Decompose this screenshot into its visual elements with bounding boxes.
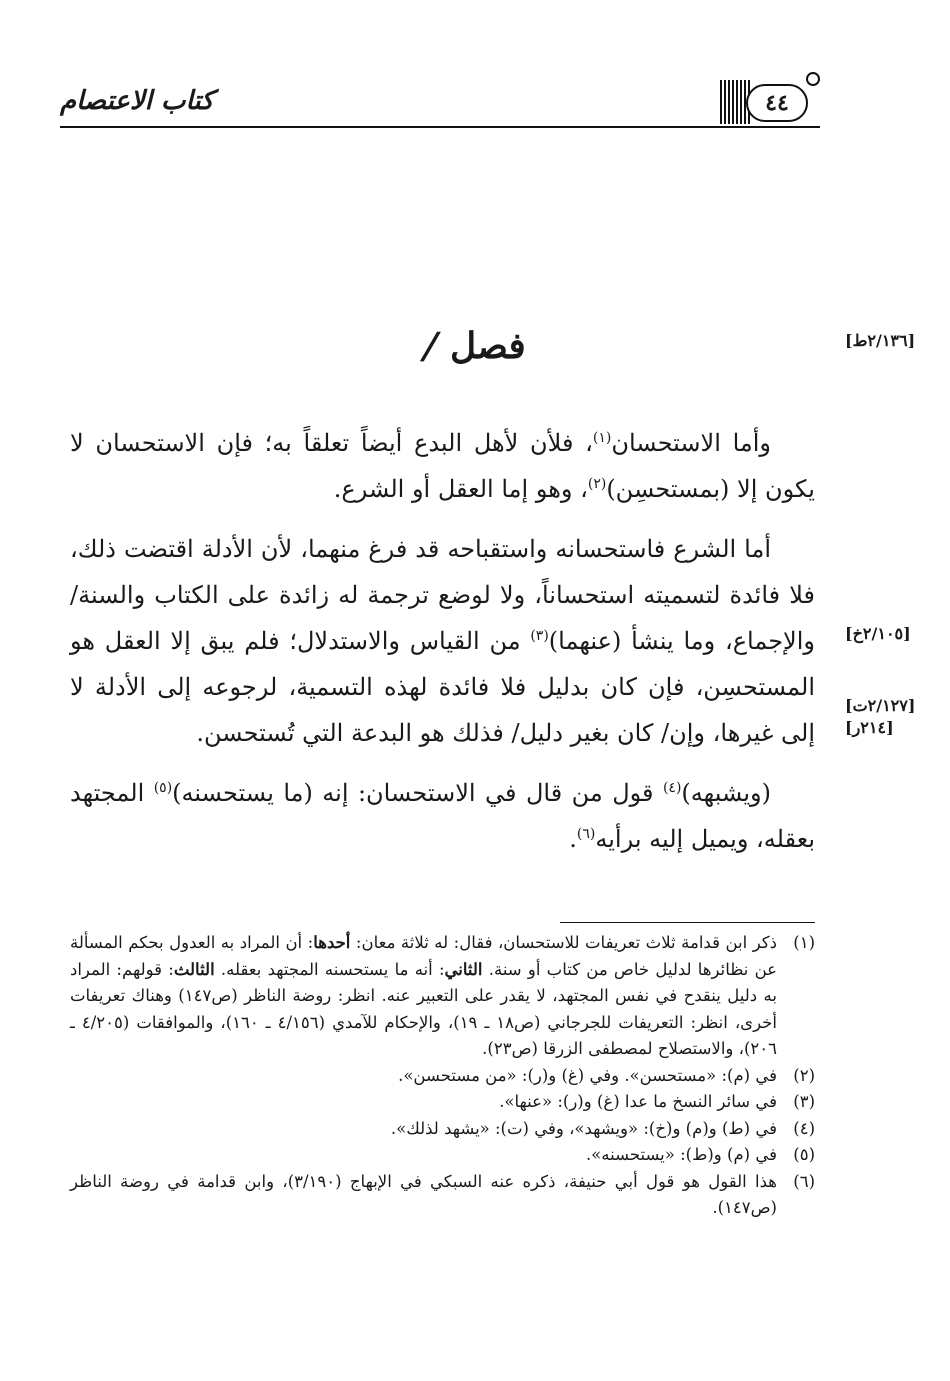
footnote-ref[interactable]: (٤) — [662, 780, 682, 796]
text-run: . — [569, 825, 577, 853]
body-text — [70, 420, 815, 876]
footnote-ref[interactable]: (٢) — [587, 476, 607, 492]
text-run: المجتهد بعقله، ويميل إليه برأيه — [70, 779, 815, 853]
text-run: أما الشرع فاستحسانه واستقباحه قد فرغ منهما، لأن الأدلة اقتضت ذلك، فلا فائدة لتسميته استحساناً، ولا لوضع ترجمة له زائدة على الكتاب والسنة/ والإجماع، وما ينشأ (عنهما) — [70, 535, 815, 655]
margin-note: [٢/١٢٧ت] — [845, 696, 916, 715]
footnote-item — [70, 1063, 815, 1090]
section-slash: / — [418, 325, 444, 367]
footnote-text: في (م) و(ط): «يستحسنه». — [585, 1145, 777, 1164]
footnote-number: (٣) — [793, 1092, 815, 1111]
paragraph — [70, 526, 815, 756]
footnote-number: (٤) — [793, 1118, 815, 1138]
footnote-item — [70, 930, 815, 1063]
paragraph — [70, 770, 815, 862]
footnote-ref[interactable]: (٥) — [153, 780, 173, 796]
footnote-ref[interactable]: (١) — [592, 430, 612, 446]
footnote-ref[interactable]: (٦) — [576, 826, 596, 842]
margin-note: [٢/١٠٥خ] — [845, 624, 911, 643]
footnote-ref[interactable]: (٣) — [530, 628, 549, 644]
footnotes — [70, 930, 815, 1222]
footnote-divider — [560, 922, 815, 923]
page-number: ٤٤ — [746, 84, 808, 122]
footnote-text: هذا القول هو قول أبي حنيفة، ذكره عنه السبكي في الإبهاج (٣/١٩٠)، وابن قدامة في روضة الناظر (ص١٤٧). — [70, 1171, 777, 1217]
footnote-text: في (ط) و(م) و(خ): «ويشهد»، وفي (ت): «يشهد لذلك». — [390, 1118, 777, 1138]
section-title: فصل — [450, 325, 526, 367]
text-run: وأما الاستحسان — [611, 429, 771, 457]
footnote-item — [70, 1089, 815, 1116]
footnote-number: (٥) — [793, 1145, 815, 1164]
footnote-item — [70, 1169, 815, 1222]
header-rule — [60, 126, 820, 128]
section-heading — [0, 325, 950, 367]
text-run: قول من قال في الاستحسان: إنه (ما يستحسنه) — [172, 779, 663, 807]
page-number-ornament — [720, 72, 820, 128]
footnote-text: ذكر ابن قدامة ثلاث تعريفات للاستحسان، فقال: له ثلاثة معان: أحدها: أن المراد به العدول بحكم المسألة عن نظائرها لدليل خاص من كتاب أو سنة. الثاني: أنه ما يستحسنه المجتهد بعقله. الثالث: قولهم: المراد به دليل ينقدح في نفس المجتهد، لا يقدر على التعبير عنه. انظر: روضة الناظر (ص١٤٧) وهناك تعريفات أخرى، انظر: التعريفات للجرجاني (ص١٨ ـ ١٩)، والإحكام للآمدي (٤/١٥٦ ـ ١٦٠)، والموافقات (٤/٢٠٥ ـ ٢٠٦)، والاستصلاح لمصطفى الزرقا (ص٢٣). — [70, 933, 778, 1058]
text-run: ، فلأن لأهل البدع أيضاً تعلقاً به؛ فإن الاستحسان لا يكون إلا (بمستحسِن) — [70, 429, 815, 503]
paragraph — [70, 420, 815, 512]
margin-note: [٢/١٣٦ط] — [845, 331, 916, 350]
text-run: من القياس والاستدلال؛ فلم يبق إلا العقل هو المستحسِن، فإن كان بدليل فلا فائدة لهذه التسمية، لرجوعه إلى الأدلة لا إلى غيرها، وإن/ كان بغير دليل/ فذلك هو البدعة التي تُستحسن. — [70, 627, 815, 747]
book-title: كتاب الاعتصام — [60, 86, 214, 116]
footnote-number: (٢) — [793, 1065, 815, 1085]
text-run: ، وهو إما العقل أو الشرع. — [333, 475, 588, 503]
footnote-text: في سائر النسخ ما عدا (غ) و(ر): «عنها». — [499, 1092, 777, 1111]
margin-note: [٢١٤ر] — [845, 718, 894, 737]
footnote-item — [70, 1116, 815, 1143]
footnote-text: في (م): «مستحسن». وفي (غ) و(ر): «من مستحسن». — [398, 1065, 777, 1085]
text-run: (ويشبهه) — [681, 779, 771, 807]
footnote-item — [70, 1142, 815, 1169]
footnote-number: (١) — [793, 933, 815, 952]
ornament-dot-icon — [806, 72, 820, 86]
footnote-number: (٦) — [793, 1171, 815, 1191]
running-header — [60, 72, 820, 132]
